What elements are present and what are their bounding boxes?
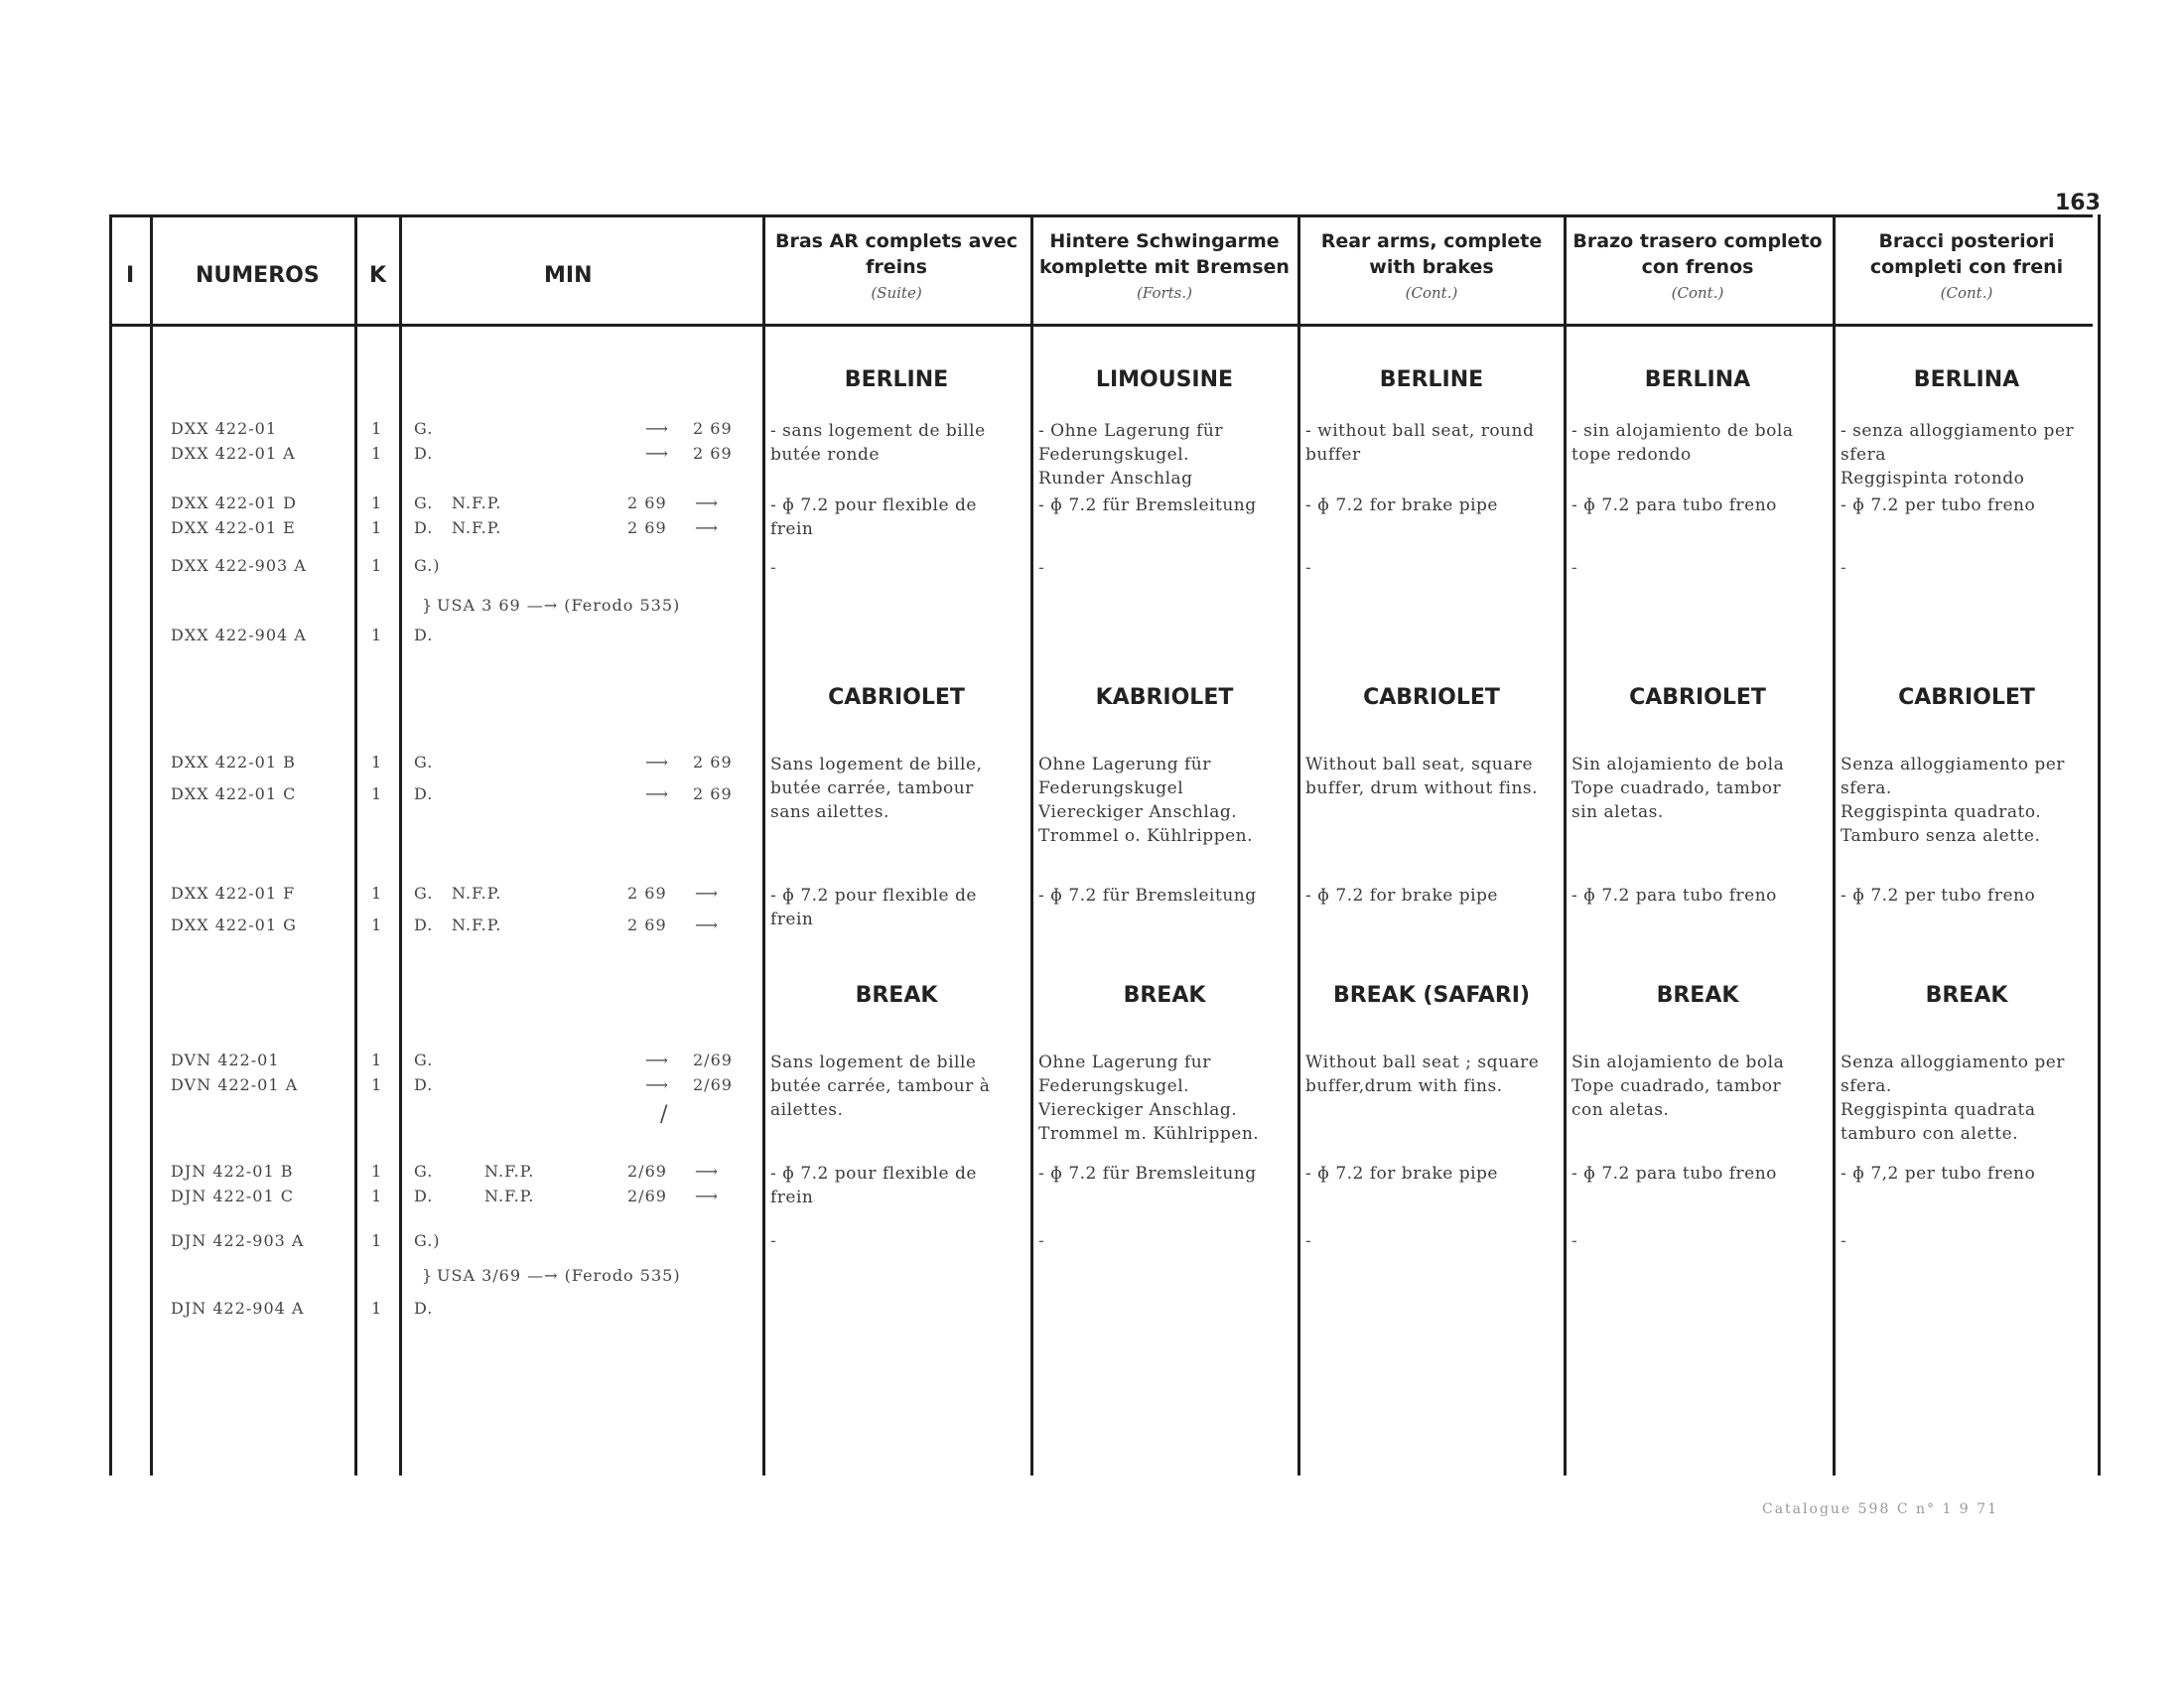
side-code: G. bbox=[414, 753, 434, 772]
header-col-numeros: NUMEROS bbox=[196, 263, 320, 288]
section-1-desc-fr: Sans logement de bille, butée carrée, tambour sans ailettes. bbox=[770, 755, 983, 822]
date-value: 2 69 bbox=[693, 444, 733, 463]
page-number: 163 bbox=[2055, 191, 2101, 215]
dash-mark: - bbox=[1038, 1231, 1044, 1251]
arrow-right-icon: ⟶ bbox=[695, 1162, 719, 1181]
part-number: DXX 422-01 C bbox=[171, 784, 297, 803]
part-number: DXX 422-01 B bbox=[171, 753, 296, 772]
header-title-fr: Bras AR complets avec freins bbox=[774, 230, 1019, 278]
dash-mark: - bbox=[1038, 558, 1044, 578]
section-1-title-it: CABRIOLET bbox=[1898, 685, 2035, 710]
section-0-title-de: LIMOUSINE bbox=[1095, 367, 1234, 392]
arrow-right-icon: ⟶ bbox=[695, 493, 719, 512]
section-1-title-en: CABRIOLET bbox=[1363, 685, 1500, 710]
date-value: 2/69 bbox=[693, 1075, 733, 1094]
col-rule-de bbox=[1297, 214, 1300, 1476]
date-value: 2/69 bbox=[693, 1051, 733, 1069]
spec-code: N.F.P. bbox=[484, 1187, 535, 1205]
section-0-title-es: BERLINA bbox=[1644, 367, 1751, 392]
date-value: 2 69 bbox=[627, 884, 667, 903]
section-0-title-en: BERLINE bbox=[1379, 367, 1484, 392]
quantity-k: 1 bbox=[371, 1187, 382, 1205]
part-number: DJN 422-01 C bbox=[171, 1187, 294, 1205]
quantity-k: 1 bbox=[371, 518, 382, 537]
side-code: D. bbox=[414, 915, 434, 934]
side-code: D. bbox=[414, 444, 434, 463]
arrow-left-icon: ⟶ bbox=[645, 1051, 669, 1069]
section-2-desc-en: Without ball seat ; square buffer,drum with fins. bbox=[1305, 1053, 1540, 1096]
part-number: DXX 422-903 A bbox=[171, 556, 307, 575]
header-subtitle-de: (Forts.) bbox=[1137, 284, 1192, 302]
section-0-brake-en: - ɸ 7.2 for brake pipe bbox=[1305, 495, 1498, 515]
spec-code: N.F.P. bbox=[484, 1162, 535, 1181]
header-title-it: Bracci posteriori completi con freni bbox=[1869, 230, 2064, 278]
section-0-desc-fr: - sans logement de bille butée ronde bbox=[770, 421, 986, 465]
arrow-left-icon: ⟶ bbox=[645, 753, 669, 772]
col-rule-i bbox=[150, 214, 153, 1476]
section-1-title-es: CABRIOLET bbox=[1629, 685, 1766, 710]
quantity-k: 1 bbox=[371, 626, 382, 644]
section-2-title-fr: BREAK bbox=[855, 983, 938, 1008]
date-value: 2 69 bbox=[693, 419, 733, 438]
side-code: D. bbox=[414, 1299, 434, 1318]
section-1-brake-es: - ɸ 7.2 para tubo freno bbox=[1571, 886, 1777, 906]
header-col-k: K bbox=[369, 263, 387, 288]
side-code: D. bbox=[414, 1187, 434, 1205]
section-2-title-en: BREAK (SAFARI) bbox=[1332, 983, 1531, 1008]
side-code: G. bbox=[414, 419, 434, 438]
quantity-k: 1 bbox=[371, 1231, 382, 1250]
header-col-min: MIN bbox=[544, 263, 593, 288]
section-1-brake-it: - ɸ 7.2 per tubo freno bbox=[1841, 886, 2036, 906]
section-0-brake-it: - ɸ 7.2 per tubo freno bbox=[1841, 495, 2036, 515]
quantity-k: 1 bbox=[371, 753, 382, 772]
section-0-title-it: BERLINA bbox=[1913, 367, 2020, 392]
section-0-desc-de: - Ohne Lagerung für Federungskugel. Runder Anschlag bbox=[1038, 421, 1223, 489]
dash-mark: - bbox=[1305, 1231, 1311, 1251]
dash-mark: - bbox=[1571, 1231, 1577, 1251]
side-code: D. bbox=[414, 1075, 434, 1094]
arrow-right-icon: ⟶ bbox=[695, 884, 719, 903]
dash-mark: - bbox=[770, 558, 776, 578]
section-2-brake-es: - ɸ 7.2 para tubo freno bbox=[1571, 1164, 1777, 1184]
quantity-k: 1 bbox=[371, 884, 382, 903]
arrow-right-icon: ⟶ bbox=[695, 518, 719, 537]
date-value: 2 69 bbox=[627, 915, 667, 934]
section-2-brake-it: - ɸ 7,2 per tubo freno bbox=[1841, 1164, 2036, 1184]
part-number: DXX 422-01 E bbox=[171, 518, 296, 537]
date-value: 2 69 bbox=[627, 493, 667, 512]
date-value: 2 69 bbox=[627, 518, 667, 537]
section-2-desc-es: Sin alojamiento de bola Tope cuadrado, tambor con aletas. bbox=[1571, 1053, 1785, 1120]
date-value: 2/69 bbox=[627, 1162, 667, 1181]
part-number: DVN 422-01 bbox=[171, 1051, 280, 1069]
quantity-k: 1 bbox=[371, 1075, 382, 1094]
spec-code: N.F.P. bbox=[452, 915, 502, 934]
arrow-left-icon: ⟶ bbox=[645, 1075, 669, 1094]
col-rule-right bbox=[2098, 214, 2101, 1476]
side-code: G. bbox=[414, 1162, 434, 1181]
section-1-desc-en: Without ball seat, square buffer, drum without fins. bbox=[1305, 755, 1539, 798]
col-rule-fr bbox=[1030, 214, 1033, 1476]
quantity-k: 1 bbox=[371, 915, 382, 934]
part-number: DJN 422-01 B bbox=[171, 1162, 294, 1181]
header-col-de bbox=[1034, 228, 1295, 306]
arrow-right-icon: ⟶ bbox=[695, 915, 719, 934]
section-1-brake-de: - ɸ 7.2 für Bremsleitung bbox=[1038, 886, 1257, 906]
usa-note: USA 3/69 —→ (Ferodo 535) bbox=[437, 1266, 681, 1285]
header-title-de: Hintere Schwingarme komplette mit Bremsen bbox=[1039, 230, 1290, 278]
section-1-title-de: KABRIOLET bbox=[1095, 685, 1234, 710]
side-code: G.) bbox=[414, 1231, 441, 1250]
brace-icon: } bbox=[422, 1266, 434, 1285]
section-1-brake-en: - ɸ 7.2 for brake pipe bbox=[1305, 886, 1498, 906]
slash-mark: / bbox=[660, 1102, 669, 1127]
section-2-desc-it: Senza alloggiamento per sfera. Reggispinta quadrata tamburo con alette. bbox=[1841, 1053, 2065, 1144]
section-2-desc-fr: Sans logement de bille butée carrée, tambour à ailettes. bbox=[770, 1053, 991, 1120]
header-col-en bbox=[1301, 228, 1562, 306]
section-2-desc-de: Ohne Lagerung fur Federungskugel. Viereckiger Anschlag. Trommel m. Kühlrippen. bbox=[1038, 1053, 1260, 1144]
side-code: G.) bbox=[414, 556, 441, 575]
section-1-desc-it: Senza alloggiamento per sfera. Reggispinta quadrato. Tamburo senza alette. bbox=[1841, 755, 2065, 846]
side-code: D. bbox=[414, 626, 434, 644]
dash-mark: - bbox=[770, 1231, 776, 1251]
header-subtitle-fr: (Suite) bbox=[871, 284, 922, 302]
col-rule-min bbox=[762, 214, 765, 1476]
spec-code: N.F.P. bbox=[452, 884, 502, 903]
arrow-left-icon: ⟶ bbox=[645, 784, 669, 803]
dash-mark: - bbox=[1841, 1231, 1846, 1251]
section-0-desc-en: - without ball seat, round buffer bbox=[1305, 421, 1535, 465]
section-1-brake-fr: - ɸ 7.2 pour flexible de frein bbox=[770, 886, 977, 929]
col-rule-es bbox=[1833, 214, 1836, 1476]
quantity-k: 1 bbox=[371, 1051, 382, 1069]
section-2-title-it: BREAK bbox=[1925, 983, 2008, 1008]
section-1-desc-es: Sin alojamiento de bola Tope cuadrado, tambor sin aletas. bbox=[1571, 755, 1785, 822]
header-title-en: Rear arms, complete with brakes bbox=[1320, 230, 1543, 278]
section-0-desc-it: - senza alloggiamento per sfera Reggispinta rotondo bbox=[1841, 421, 2075, 489]
date-value: 2/69 bbox=[627, 1187, 667, 1205]
col-rule-k bbox=[399, 214, 402, 1476]
part-number: DXX 422-01 bbox=[171, 419, 277, 438]
catalogue-footer: Catalogue 598 C n° 1 9 71 bbox=[1762, 1501, 1998, 1517]
quantity-k: 1 bbox=[371, 1299, 382, 1318]
col-rule-numeros bbox=[354, 214, 357, 1476]
header-title-es: Brazo trasero completo con frenos bbox=[1572, 230, 1823, 278]
section-0-brake-es: - ɸ 7.2 para tubo freno bbox=[1571, 495, 1777, 515]
part-number: DXX 422-904 A bbox=[171, 626, 307, 644]
section-0-title-fr: BERLINE bbox=[844, 367, 949, 392]
spec-code: N.F.P. bbox=[452, 518, 502, 537]
part-number: DXX 422-01 A bbox=[171, 444, 296, 463]
header-subtitle-es: (Cont.) bbox=[1671, 284, 1724, 302]
section-0-desc-es: - sin alojamiento de bola tope redondo bbox=[1571, 421, 1794, 465]
arrow-left-icon: ⟶ bbox=[645, 419, 669, 438]
header-subtitle-en: (Cont.) bbox=[1405, 284, 1458, 302]
side-code: D. bbox=[414, 784, 434, 803]
quantity-k: 1 bbox=[371, 419, 382, 438]
side-code: G. bbox=[414, 884, 434, 903]
part-number: DXX 422-01 D bbox=[171, 493, 297, 512]
quantity-k: 1 bbox=[371, 1162, 382, 1181]
col-rule-en bbox=[1564, 214, 1567, 1476]
section-0-brake-fr: - ɸ 7.2 pour flexible de frein bbox=[770, 495, 977, 539]
side-code: D. bbox=[414, 518, 434, 537]
section-2-title-es: BREAK bbox=[1656, 983, 1739, 1008]
date-value: 2 69 bbox=[693, 784, 733, 803]
usa-note: USA 3 69 —→ (Ferodo 535) bbox=[437, 596, 681, 615]
side-code: G. bbox=[414, 1051, 434, 1069]
header-col-i: I bbox=[126, 263, 135, 288]
part-number: DVN 422-01 A bbox=[171, 1075, 299, 1094]
brace-icon: } bbox=[422, 596, 434, 615]
dash-mark: - bbox=[1305, 558, 1311, 578]
part-number: DXX 422-01 F bbox=[171, 884, 296, 903]
quantity-k: 1 bbox=[371, 493, 382, 512]
section-1-title-fr: CABRIOLET bbox=[828, 685, 965, 710]
quantity-k: 1 bbox=[371, 784, 382, 803]
section-2-brake-fr: - ɸ 7.2 pour flexible de frein bbox=[770, 1164, 977, 1207]
header-col-es bbox=[1568, 228, 1828, 306]
section-2-brake-en: - ɸ 7.2 for brake pipe bbox=[1305, 1164, 1498, 1184]
header-top-rule bbox=[109, 214, 2093, 217]
arrow-left-icon: ⟶ bbox=[645, 444, 669, 463]
part-number: DXX 422-01 G bbox=[171, 915, 297, 934]
section-2-title-de: BREAK bbox=[1123, 983, 1206, 1008]
side-code: G. bbox=[414, 493, 434, 512]
part-number: DJN 422-904 A bbox=[171, 1299, 305, 1318]
section-0-brake-de: - ɸ 7.2 für Bremsleitung bbox=[1038, 495, 1257, 515]
header-col-fr bbox=[766, 228, 1026, 306]
dash-mark: - bbox=[1841, 558, 1846, 578]
arrow-right-icon: ⟶ bbox=[695, 1187, 719, 1205]
header-bottom-rule bbox=[109, 324, 2093, 327]
section-2-brake-de: - ɸ 7.2 für Bremsleitung bbox=[1038, 1164, 1257, 1184]
spec-code: N.F.P. bbox=[452, 493, 502, 512]
quantity-k: 1 bbox=[371, 556, 382, 575]
part-number: DJN 422-903 A bbox=[171, 1231, 305, 1250]
quantity-k: 1 bbox=[371, 444, 382, 463]
header-col-it bbox=[1837, 228, 2097, 306]
date-value: 2 69 bbox=[693, 753, 733, 772]
header-subtitle-it: (Cont.) bbox=[1940, 284, 1993, 302]
section-1-desc-de: Ohne Lagerung für Federungskugel Viereckiger Anschlag. Trommel o. Kühlrippen. bbox=[1038, 755, 1253, 846]
dash-mark: - bbox=[1571, 558, 1577, 578]
col-rule-left bbox=[109, 214, 112, 1476]
